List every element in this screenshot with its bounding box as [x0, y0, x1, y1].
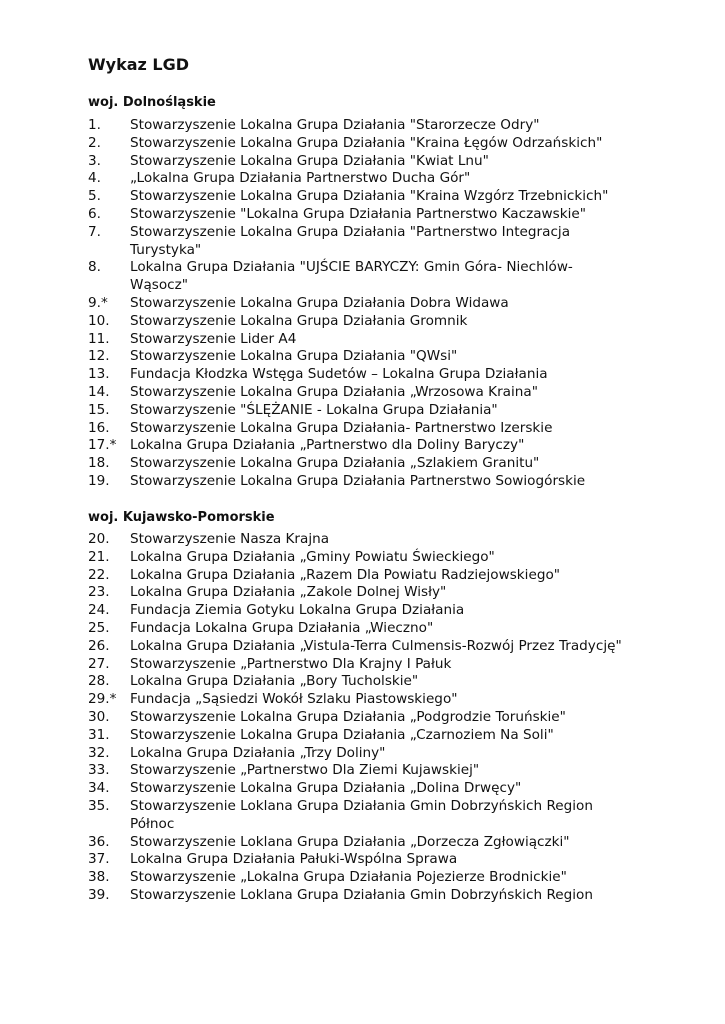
item-text: Fundacja „Sąsiedzi Wokół Szlaku Piastowskiego": [130, 691, 458, 708]
list-item: [88, 420, 628, 438]
item-number: 9.*: [88, 294, 108, 311]
list-item: [88, 313, 628, 331]
item-number: 36.: [88, 833, 110, 850]
item-number: 7.: [88, 223, 101, 240]
item-number: 1.: [88, 117, 101, 133]
list-item: [88, 709, 628, 727]
list-item: [88, 762, 628, 780]
item-number: 30.: [88, 708, 110, 725]
item-number: 4.: [88, 170, 101, 187]
list-item: [88, 567, 628, 585]
item-number: 16.: [88, 419, 110, 436]
list-item: [88, 691, 628, 709]
item-number: 21.: [88, 548, 110, 565]
item-number: 35.: [88, 797, 110, 814]
item-number: 2.: [88, 134, 101, 151]
item-number: 25.: [88, 619, 110, 636]
list-item: [88, 869, 628, 887]
item-text: Stowarzyszenie Loklana Grupa Działania „Dorzecza Zgłowiączki": [130, 833, 570, 850]
item-number: 24.: [88, 602, 110, 619]
list-item: [88, 620, 628, 638]
item-number: 28.: [88, 673, 110, 690]
item-text: Lokalna Grupa Działania „Vistula-Terra Culmensis-Rozwój Przez Tradycję": [130, 637, 622, 654]
item-text: Stowarzyszenie "ŚLĘŻANIE - Lokalna Grupa Działania": [130, 401, 498, 418]
item-text: Lokalna Grupa Działania Pałuki-Wspólna Sprawa: [130, 851, 458, 868]
item-text: Stowarzyszenie Lokalna Grupa Działania „Wrzosowa Kraina": [130, 383, 538, 400]
item-text: Lokalna Grupa Działania „Gminy Powiatu Świeckiego": [130, 548, 495, 565]
item-text: Stowarzyszenie Lokalna Grupa Działania "Partnerstwo Integracja Turystyka": [130, 223, 571, 258]
item-text: Stowarzyszenie Lokalna Grupa Działania Partnerstwo Sowiogórskie: [130, 472, 586, 489]
item-text: Stowarzyszenie Nasza Krajna: [130, 531, 330, 547]
item-text: Stowarzyszenie Lokalna Grupa Działania „Szlakiem Granitu": [130, 455, 540, 472]
page-title: Wykaz LGD: [88, 55, 190, 74]
list-item: [88, 437, 628, 455]
item-number: 29.*: [88, 691, 117, 708]
list-item: [88, 602, 628, 620]
lgd-list-kujawsko-pomorskie: [88, 531, 628, 905]
list-item: [88, 780, 628, 798]
item-number: 13.: [88, 366, 110, 383]
item-number: 3.: [88, 152, 101, 169]
item-text: Stowarzyszenie Lokalna Grupa Działania "Starorzecze Odry": [130, 117, 540, 133]
list-item: [88, 384, 628, 402]
item-number: 6.: [88, 205, 101, 222]
list-item: [88, 638, 628, 656]
item-number: 38.: [88, 869, 110, 886]
list-item: [88, 549, 628, 567]
list-item: [88, 259, 628, 295]
list-item: [88, 745, 628, 763]
item-text: Lokalna Grupa Działania "UJŚCIE BARYCZY: Gmin Góra- Niechlów-Wąsocz": [130, 259, 573, 294]
item-text: Stowarzyszenie Lokalna Grupa Działania Dobra Widawa: [130, 294, 509, 311]
item-text: Lokalna Grupa Działania „Partnerstwo dla Doliny Baryczy": [130, 437, 525, 454]
item-number: 39.: [88, 886, 110, 903]
item-number: 20.: [88, 531, 110, 547]
list-item: [88, 224, 628, 260]
list-item: [88, 834, 628, 852]
item-number: 31.: [88, 726, 110, 743]
item-text: Stowarzyszenie Loklana Grupa Działania Gmin Dobrzyńskich Region: [130, 886, 593, 903]
list-item: [88, 117, 628, 135]
item-number: 23.: [88, 584, 110, 601]
list-item: [88, 206, 628, 224]
item-text: Stowarzyszenie Lokalna Grupa Działania "Kwiat Lnu": [130, 152, 489, 169]
item-text: Stowarzyszenie „Partnerstwo Dla Krajny I Pałuk: [130, 655, 452, 672]
item-text: Stowarzyszenie „Partnerstwo Dla Ziemi Kujawskiej": [130, 762, 480, 779]
item-text: Lokalna Grupa Działania „Trzy Doliny": [130, 744, 386, 761]
section-heading-dolnoslaskie: woj. Dolnośląskie: [88, 95, 216, 110]
list-item: [88, 455, 628, 473]
item-text: Fundacja Lokalna Grupa Działania „Wieczno": [130, 619, 434, 636]
list-item: [88, 851, 628, 869]
item-number: 5.: [88, 188, 101, 205]
item-text: Stowarzyszenie Loklana Grupa Działania Gmin Dobrzyńskich Region Północ: [130, 797, 593, 832]
item-number: 19.: [88, 472, 110, 489]
list-item: [88, 295, 628, 313]
item-text: Stowarzyszenie Lokalna Grupa Działania- Partnerstwo Izerskie: [130, 419, 553, 436]
item-text: Stowarzyszenie Lokalna Grupa Działania "Kraina Łęgów Odrzańskich": [130, 134, 603, 151]
item-number: 37.: [88, 851, 110, 868]
list-item: [88, 153, 628, 171]
item-text: Stowarzyszenie „Lokalna Grupa Działania Pojezierze Brodnickie": [130, 869, 567, 886]
item-text: Lokalna Grupa Działania „Bory Tucholskie": [130, 673, 419, 690]
list-item: [88, 887, 628, 905]
item-text: Fundacja Ziemia Gotyku Lokalna Grupa Działania: [130, 602, 465, 619]
item-text: Stowarzyszenie Lokalna Grupa Działania "QWsi": [130, 348, 458, 365]
item-text: Lokalna Grupa Działania „Razem Dla Powiatu Radziejowskiego": [130, 566, 561, 583]
item-text: Stowarzyszenie Lokalna Grupa Działania „Podgrodzie Toruńskie": [130, 708, 566, 725]
list-item: [88, 135, 628, 153]
item-text: Stowarzyszenie Lokalna Grupa Działania "Kraina Wzgórz Trzebnickich": [130, 188, 609, 205]
list-item: [88, 170, 628, 188]
item-number: 34.: [88, 780, 110, 797]
item-text: Stowarzyszenie Lider A4: [130, 330, 297, 347]
list-item: [88, 798, 628, 834]
item-number: 11.: [88, 330, 110, 347]
list-item: [88, 331, 628, 349]
item-number: 12.: [88, 348, 110, 365]
item-text: Stowarzyszenie Lokalna Grupa Działania Gromnik: [130, 312, 468, 329]
item-number: 14.: [88, 383, 110, 400]
item-text: Lokalna Grupa Działania „Zakole Dolnej Wisły": [130, 584, 447, 601]
item-number: 33.: [88, 762, 110, 779]
item-number: 26.: [88, 637, 110, 654]
list-item: [88, 348, 628, 366]
item-number: 10.: [88, 312, 110, 329]
item-number: 8.: [88, 259, 101, 276]
item-number: 15.: [88, 401, 110, 418]
item-number: 27.: [88, 655, 110, 672]
item-number: 18.: [88, 455, 110, 472]
item-number: 32.: [88, 744, 110, 761]
list-item: [88, 531, 628, 549]
lgd-list-dolnoslaskie: [88, 117, 628, 491]
list-item: [88, 584, 628, 602]
item-text: Stowarzyszenie Lokalna Grupa Działania „Czarnoziem Na Soli": [130, 726, 554, 743]
item-number: 17.*: [88, 437, 117, 454]
item-text: Stowarzyszenie "Lokalna Grupa Działania Partnerstwo Kaczawskie": [130, 205, 587, 222]
item-text: Stowarzyszenie Lokalna Grupa Działania „Dolina Drwęcy": [130, 780, 522, 797]
list-item: [88, 673, 628, 691]
list-item: [88, 473, 628, 491]
item-number: 22.: [88, 566, 110, 583]
list-item: [88, 727, 628, 745]
list-item: [88, 188, 628, 206]
item-text: „Lokalna Grupa Działania Partnerstwo Ducha Gór": [130, 170, 471, 187]
list-item: [88, 366, 628, 384]
item-text: Fundacja Kłodzka Wstęga Sudetów – Lokalna Grupa Działania: [130, 366, 548, 383]
list-item: [88, 402, 628, 420]
section-heading-kujawsko-pomorskie: woj. Kujawsko-Pomorskie: [88, 510, 275, 525]
list-item: [88, 656, 628, 674]
